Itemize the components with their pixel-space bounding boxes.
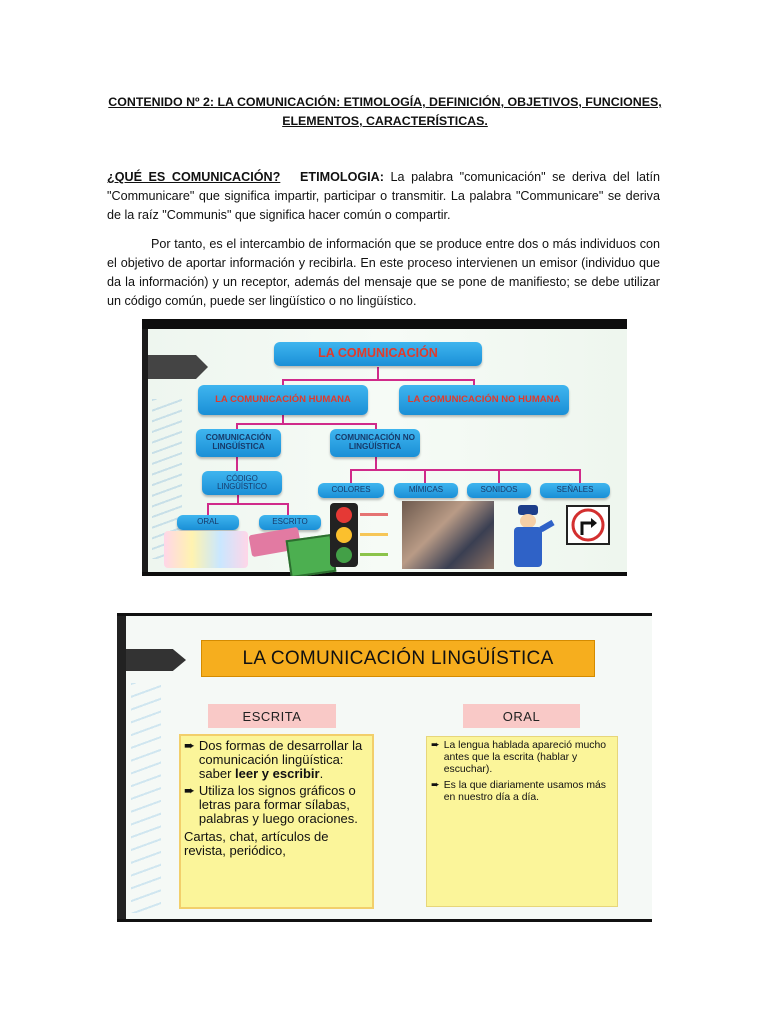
connector — [579, 469, 581, 484]
node-colores: COLORES — [318, 483, 384, 498]
people-gesturing-photo — [402, 501, 494, 569]
oral-box — [426, 736, 618, 907]
oral-tag: ORAL — [463, 704, 580, 728]
slide-bottom-bar — [142, 572, 627, 576]
paragraph-etymology — [107, 168, 660, 225]
escrita-bullet-1: Dos formas de desarrollar la comunicación lingüística: saber — [198, 738, 363, 781]
node-la-comunicacion: LA COMUNICACIÓN — [274, 342, 482, 366]
slide-top-bar — [117, 613, 652, 616]
bullet-arrow-icon: ➨ — [184, 783, 195, 798]
list-item — [184, 739, 369, 781]
slide-top-bar — [142, 319, 627, 329]
list-item — [184, 784, 369, 826]
bullet-arrow-icon: ➨ — [431, 780, 440, 791]
children-illustration — [164, 531, 248, 568]
connector — [287, 503, 289, 515]
arrow-marker-icon — [148, 355, 208, 379]
connector — [237, 495, 239, 503]
node-oral: ORAL — [177, 515, 239, 530]
connector — [350, 469, 580, 471]
escrita-box — [179, 734, 374, 909]
escrita-bullet-1-bold: leer y escribir — [235, 766, 320, 781]
question-heading: ¿QUÉ ES COMUNICACIÓN? — [107, 170, 281, 184]
slide-title: LA COMUNICACIÓN LINGÜÍSTICA — [201, 640, 595, 677]
escrita-examples: Cartas, chat, artículos de revista, periódico, — [184, 829, 329, 858]
etymology-text: La palabra "comunicación" se deriva del latín "Communicare" que significa impartir, participar o transmitir. La palabra "Communicare" se deriva de la raíz "Communis" que significa hacer común o compartir. — [107, 170, 661, 222]
list-item — [431, 740, 613, 776]
slide-left-strip — [117, 613, 126, 922]
node-sonidos: SONIDOS — [467, 483, 531, 498]
node-comunicacion-linguistica: COMUNICACIÓN LINGÜÍSTICA — [196, 429, 281, 457]
decorative-stripes — [131, 683, 161, 913]
connector — [424, 469, 426, 484]
traffic-light-icon — [324, 501, 414, 569]
etymology-label: ETIMOLOGIA: — [300, 170, 384, 184]
bullet-arrow-icon: ➨ — [184, 738, 195, 753]
escrita-bullet-1-end: . — [319, 766, 324, 781]
node-escrito: ESCRITO — [259, 515, 321, 530]
concept-map-slide — [142, 319, 627, 576]
connector — [236, 423, 376, 425]
node-mimicas: MÍMICAS — [394, 483, 458, 498]
connector — [498, 469, 500, 484]
connector — [236, 457, 238, 471]
page-title: CONTENIDO Nº 2: LA COMUNICACIÓN: ETIMOLOGÍA, DEFINICIÓN, OBJETIVOS, FUNCIONES, ELEMENTOS, CARACTERÍSTICAS. — [108, 95, 662, 128]
connector — [350, 469, 352, 484]
node-comunicacion-no-linguistica: COMUNICACIÓN NO LINGÜÍSTICA — [330, 429, 420, 457]
connector — [377, 367, 379, 379]
node-comunicacion-no-humana: LA COMUNICACIÓN NO HUMANA — [399, 385, 569, 415]
oral-bullet-1: La lengua hablada apareció mucho antes que la escrita (hablar y escuchar). — [443, 740, 607, 775]
slide-left-strip — [142, 329, 148, 572]
turn-right-sign-icon — [566, 505, 610, 545]
node-codigo-linguistico: CÓDIGO LINGÜÍSTICO — [202, 471, 282, 495]
node-comunicacion-humana: LA COMUNICACIÓN HUMANA — [198, 385, 368, 415]
connector — [282, 415, 284, 423]
list-item — [431, 780, 613, 804]
connector — [282, 379, 474, 381]
bullet-arrow-icon: ➨ — [431, 740, 440, 751]
escrita-tag: ESCRITA — [208, 704, 336, 728]
connector — [207, 503, 287, 505]
police-officer-illustration — [502, 505, 554, 567]
node-senales: SEÑALES — [540, 483, 610, 498]
linguistic-communication-slide — [117, 613, 652, 922]
escrita-bullet-2: Utiliza los signos gráficos o letras para formar sílabas, palabras y luego oraciones. — [198, 783, 358, 826]
connector — [207, 503, 209, 515]
oral-bullet-2: Es la que diariamente usamos más en nuestro día a día. — [443, 780, 607, 803]
slide-bottom-bar — [117, 919, 652, 922]
paragraph-definition: Por tanto, es el intercambio de información que se produce entre dos o más individuos con el objetivo de aportar información y recibirla. En este proceso intervienen un emisor (individuo que da la información) y un receptor, además del mensaje que se pone de manifiesto; se debe utilizar un código común, puede ser lingüístico o no lingüístico. — [107, 237, 660, 308]
connector — [375, 457, 377, 469]
